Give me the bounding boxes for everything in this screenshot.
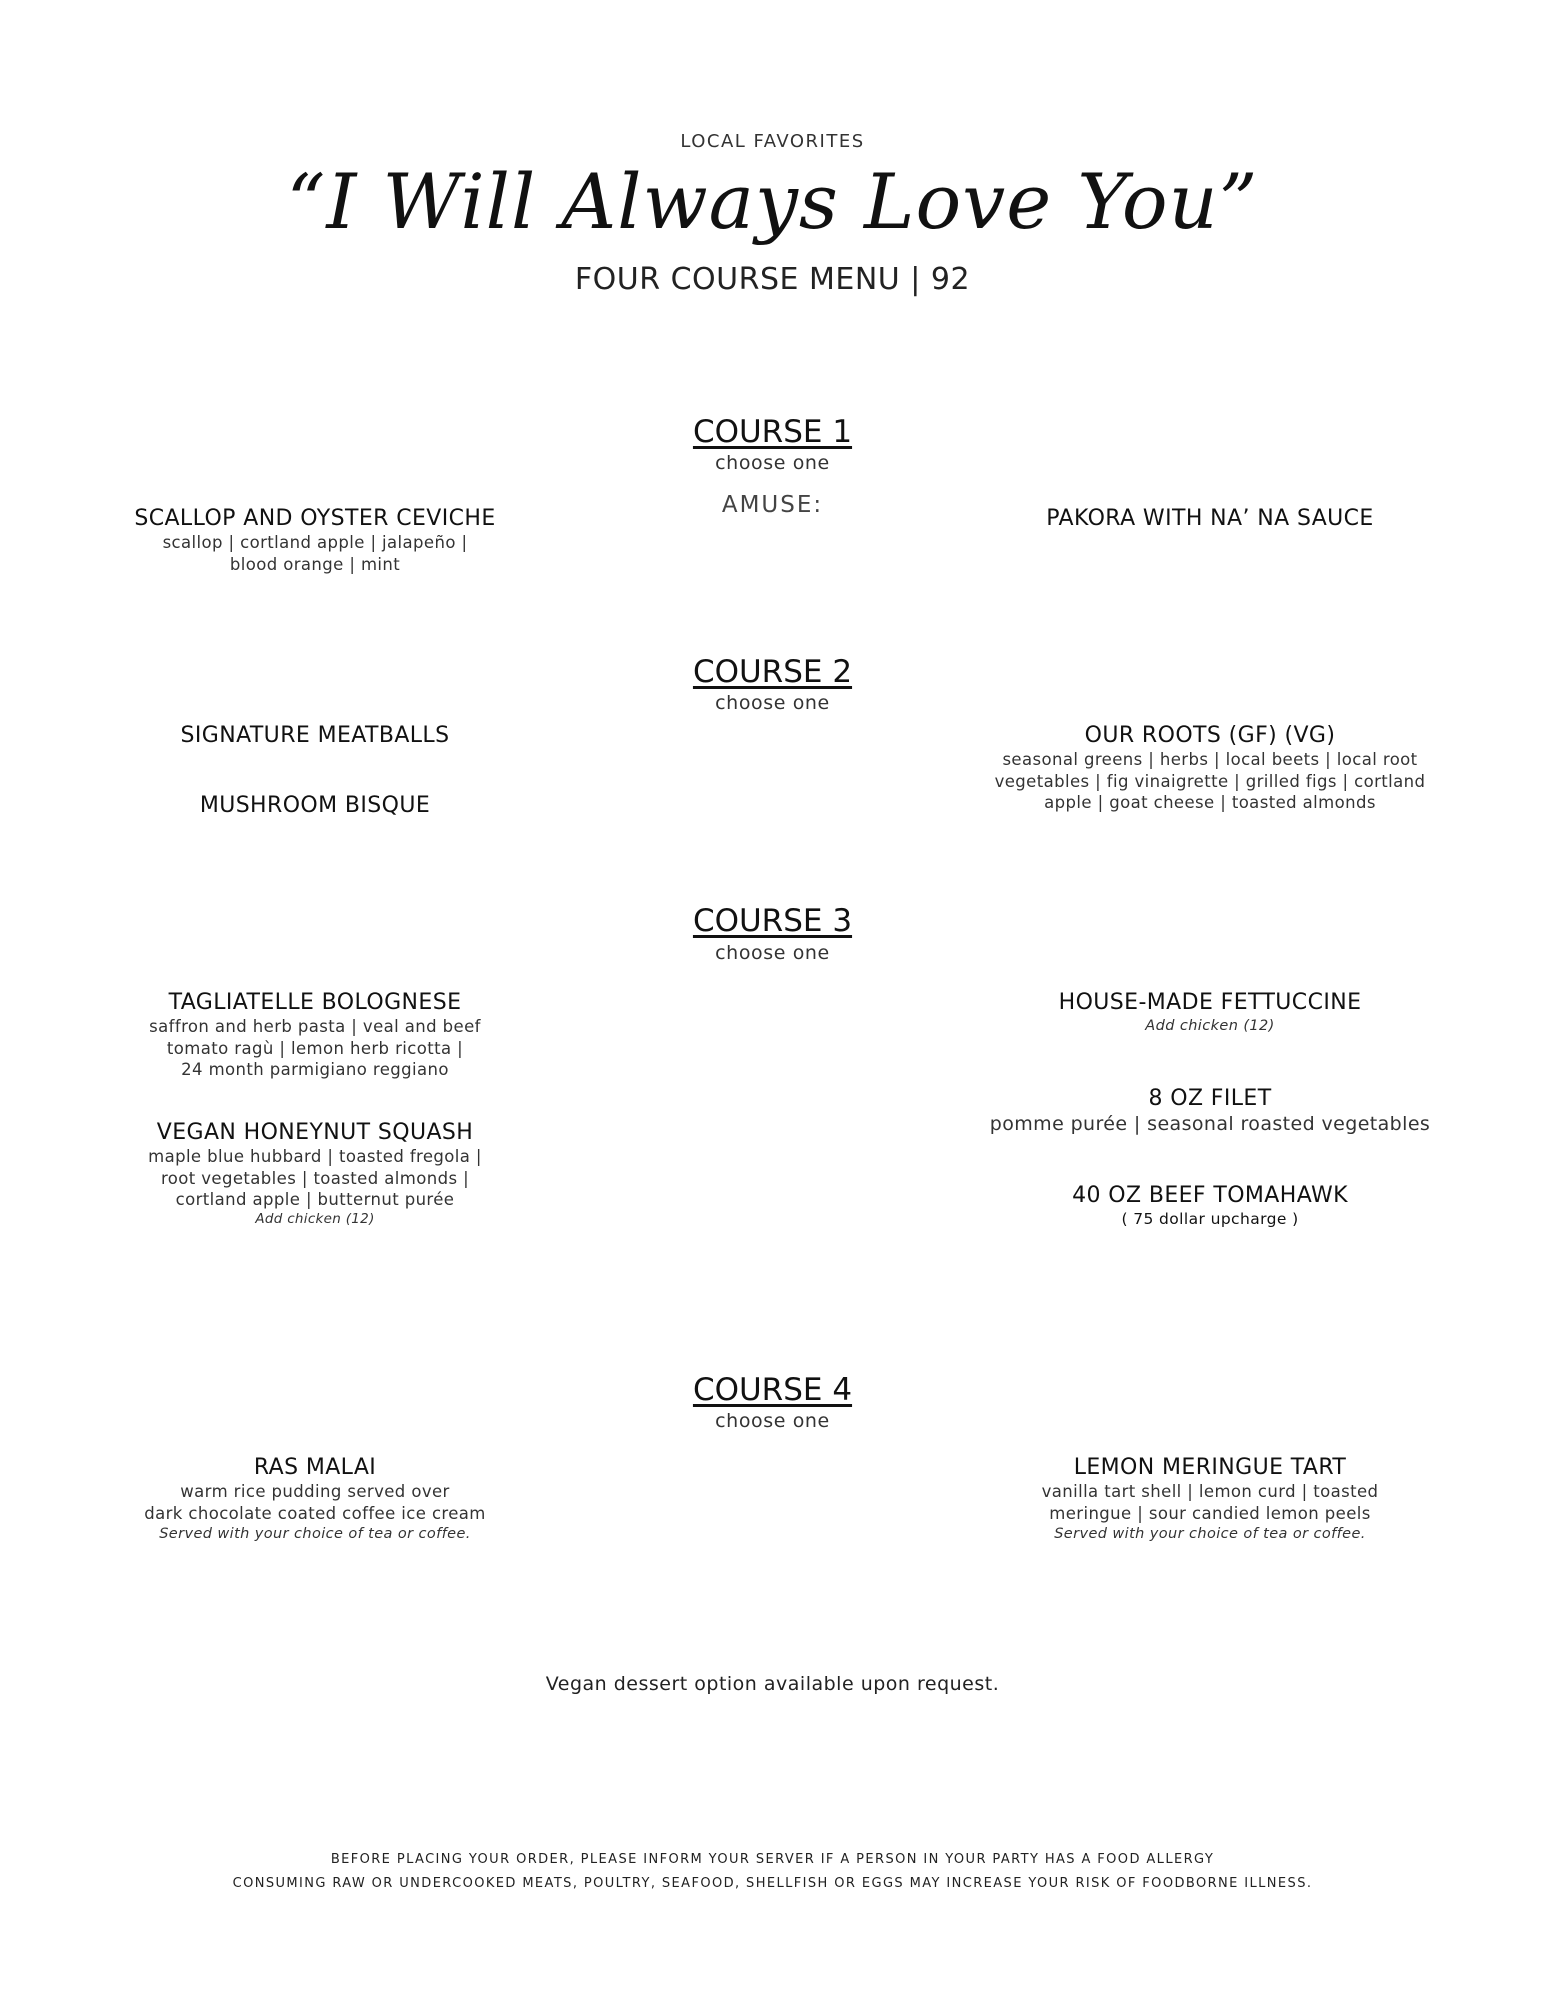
course-1-left-dish [80,506,550,575]
course-2-choose: choose one [715,692,830,714]
course-4-choose: choose one [715,1410,830,1432]
dish-note: Add chicken (12) [255,1210,375,1227]
dish-name: OUR ROOTS (GF) (VG) [1084,723,1336,748]
dish-desc: dark chocolate coated coffee ice cream [144,1503,486,1523]
dish-desc: saffron and herb pasta | veal and beef [149,1017,481,1037]
course-3-right-dish-1 [970,990,1450,1037]
amuse-label: AMUSE: [721,492,824,518]
dish-name: LEMON MERINGUE TART [1073,1455,1347,1480]
dish-name: SIGNATURE MEATBALLS [180,723,450,748]
dish-note: Served with your choice of tea or coffee. [159,1526,471,1543]
menu-subtitle: FOUR COURSE MENU | 92 [574,262,971,297]
dish-name: PAKORA WITH NA’ NA SAUCE [1046,506,1374,531]
dish-desc: vanilla tart shell | lemon curd | toasted [1041,1482,1379,1502]
menu-title: “I Will Always Love You” [286,157,1259,246]
dish-desc: maple blue hubbard | toasted fregola | [148,1147,482,1167]
dish-name: TAGLIATELLE BOLOGNESE [168,990,462,1015]
dish-desc: scallop | cortland apple | jalapeño | [162,533,468,553]
dish-desc: pomme purée | seasonal roasted vegetables [989,1113,1431,1136]
course-2-right-dish [970,723,1450,814]
dish-note: Add chicken (12) [1145,1018,1275,1035]
allergy-disclaimer: BEFORE PLACING YOUR ORDER, PLEASE INFORM YOUR SERVER IF A PERSON IN YOUR PARTY HAS A FOOD ALLERGY [330,1852,1215,1867]
course-3-left-dish-1 [80,990,550,1081]
dish-desc: tomato ragù | lemon herb ricotta | [166,1038,464,1058]
dish-desc: 24 month parmigiano reggiano [181,1060,449,1080]
dish-desc: meringue | sour candied lemon peels [1049,1503,1371,1523]
foodborne-illness-disclaimer: CONSUMING RAW OR UNDERCOOKED MEATS, POULTRY, SEAFOOD, SHELLFISH OR EGGS MAY INCREASE YOUR RISK OF FOODBORNE ILLNESS. [232,1876,1313,1891]
dish-desc: root vegetables | toasted almonds | [160,1168,470,1188]
dish-desc: apple | goat cheese | toasted almonds [1044,793,1376,813]
course-3-choose: choose one [715,942,830,964]
course-3-left-dish-2 [80,1120,550,1227]
course-2-heading: COURSE 2 [692,654,853,690]
dish-name: 8 OZ FILET [1148,1086,1272,1111]
dish-desc: cortland apple | butternut purée [175,1190,455,1210]
vegan-dessert-note: Vegan dessert option available upon request. [545,1673,1000,1695]
course-2-left-item-2 [80,793,550,819]
dish-name: VEGAN HONEYNUT SQUASH [156,1120,474,1145]
dish-desc: blood orange | mint [229,554,401,574]
course-3-right-dish-2 [970,1086,1450,1137]
dish-note: ( 75 dollar upcharge ) [1121,1210,1299,1229]
dish-name: 40 OZ BEEF TOMAHAWK [1072,1183,1348,1208]
course-4-heading: COURSE 4 [692,1372,853,1408]
course-1-heading: COURSE 1 [692,414,853,450]
course-1-right-dish [970,506,1450,532]
menu-eyebrow: LOCAL FAVORITES [680,131,865,152]
dish-note: Served with your choice of tea or coffee. [1054,1526,1366,1543]
dish-name: SCALLOP AND OYSTER CEVICHE [134,506,496,531]
dish-name: RAS MALAI [253,1455,377,1480]
dish-desc: warm rice pudding served over [180,1482,450,1502]
dish-desc: vegetables | fig vinaigrette | grilled figs | cortland [994,771,1426,791]
course-2-left-item-1 [80,723,550,749]
dish-name: HOUSE-MADE FETTUCCINE [1058,990,1362,1015]
dish-name: MUSHROOM BISQUE [199,793,431,818]
dish-desc: seasonal greens | herbs | local beets | local root [1002,750,1418,770]
course-1-choose: choose one [715,452,830,474]
course-4-left-dish [80,1455,550,1545]
course-3-heading: COURSE 3 [692,903,853,939]
course-3-right-dish-3 [970,1183,1450,1230]
course-4-right-dish [970,1455,1450,1545]
